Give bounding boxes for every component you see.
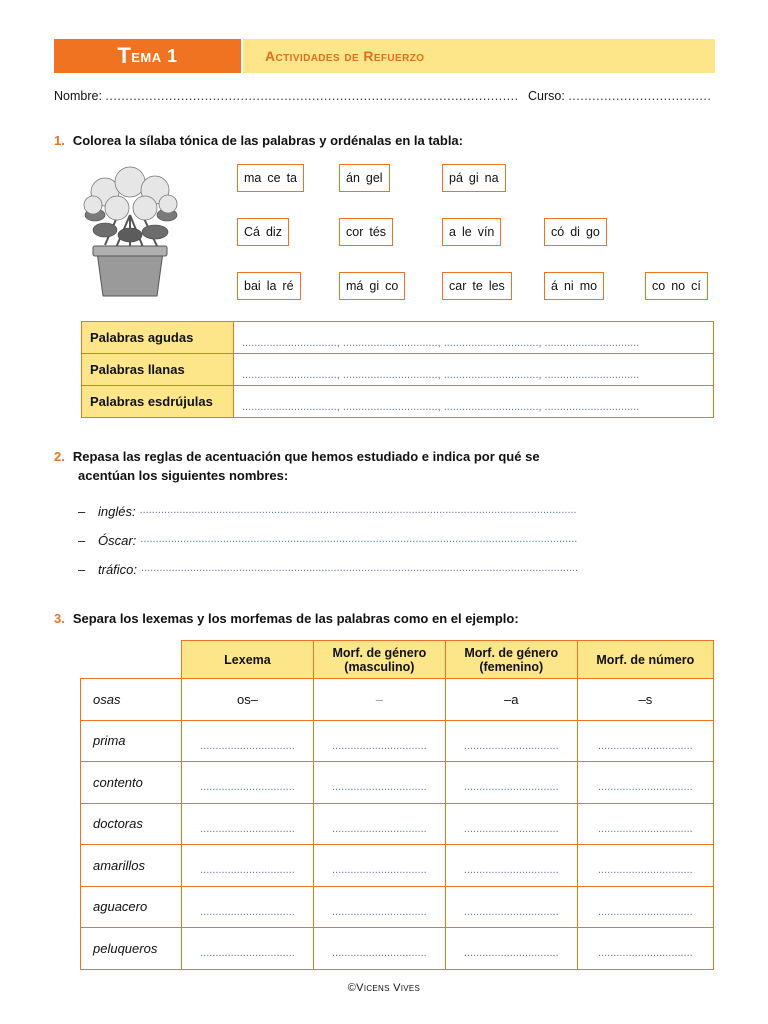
answer-blank[interactable]: ............................... <box>577 886 713 928</box>
header-corner <box>81 641 182 679</box>
syllable-word[interactable] <box>442 272 512 300</box>
header-numero: Morf. de número <box>577 641 713 679</box>
syllable-word[interactable] <box>237 272 301 300</box>
answer-blank[interactable]: ............................................................................................................................................... <box>139 504 577 516</box>
answer-blank[interactable]: ............................... <box>577 845 713 887</box>
syllable-word[interactable] <box>237 218 289 246</box>
syllable[interactable]: car <box>449 279 467 293</box>
header-line: Morf. de género <box>332 645 427 660</box>
answer-line[interactable] <box>78 533 712 548</box>
answer-blank[interactable]: ............................... <box>445 803 577 845</box>
syllable[interactable]: ta <box>286 171 298 185</box>
syllable[interactable]: di <box>570 225 580 239</box>
row-label: Palabras llanas <box>82 354 234 386</box>
header-line: (masculino) <box>344 659 415 674</box>
syllable[interactable]: te <box>472 279 483 293</box>
num-cell: –s <box>577 679 713 721</box>
answer-blank[interactable]: ............................... <box>577 803 713 845</box>
answer-blank[interactable]: ............................... <box>313 928 445 970</box>
answer-blank[interactable]: ............................... <box>182 886 314 928</box>
answer-word: Óscar: <box>98 533 137 548</box>
header-lexema: Lexema <box>182 641 314 679</box>
answer-blank[interactable]: ............................... <box>577 762 713 804</box>
answer-word: inglés: <box>98 504 136 519</box>
question-number: 1. <box>54 133 65 148</box>
syllable[interactable]: án <box>346 171 360 185</box>
word-cell: contento <box>81 762 182 804</box>
syllable[interactable]: bai <box>244 279 261 293</box>
word-cell: doctoras <box>81 803 182 845</box>
syllable-word[interactable] <box>645 272 708 300</box>
question-number: 3. <box>54 611 65 626</box>
morpheme-table <box>80 640 714 970</box>
table-row <box>81 803 714 845</box>
row-label: Palabras esdrújulas <box>82 386 234 418</box>
word-cell: aguacero <box>81 886 182 928</box>
answer-blank[interactable]: ............................... <box>313 886 445 928</box>
answer-blank[interactable]: ............................... <box>182 720 314 762</box>
question-number: 2. <box>54 449 65 464</box>
syllable-word[interactable] <box>544 272 604 300</box>
syllable[interactable]: cor <box>346 225 364 239</box>
question-text: Separa los lexemas y los morfemas de las palabras como en el ejemplo: <box>72 611 519 626</box>
table-row <box>81 720 714 762</box>
header-masculino <box>313 641 445 679</box>
name-dots: ........................................................................................................ <box>105 89 519 103</box>
syllable[interactable]: ni <box>563 279 574 293</box>
accent-classification-table <box>81 321 714 418</box>
answer-blank[interactable]: ............................... <box>182 845 314 887</box>
worksheet-header <box>54 39 715 73</box>
flower-pot-image <box>75 160 185 300</box>
word-cell: osas <box>81 679 182 721</box>
syllable[interactable]: le <box>461 225 472 239</box>
answer-blank[interactable]: ............................... <box>313 720 445 762</box>
header-line: (femenino) <box>479 659 544 674</box>
answer-blank[interactable]: ............................... <box>182 762 314 804</box>
syllable-word[interactable] <box>339 164 390 192</box>
dash: – <box>78 533 86 548</box>
syllable[interactable]: vín <box>477 225 495 239</box>
answer-blank[interactable]: ............................... <box>313 762 445 804</box>
dash: – <box>78 562 86 577</box>
syllable[interactable]: Cá <box>244 225 260 239</box>
answer-blank[interactable]: ............................... <box>577 720 713 762</box>
header-row <box>81 641 714 679</box>
table-row <box>81 762 714 804</box>
tema-rest: ema 1 <box>131 45 178 66</box>
tema-prefix: T <box>117 43 132 68</box>
answer-blank[interactable]: ..............................., ..............................., ..............................., ............................... <box>234 354 714 386</box>
answer-blank[interactable]: ............................... <box>445 886 577 928</box>
answer-word: tráfico: <box>98 562 138 577</box>
syllable[interactable]: a <box>449 225 456 239</box>
syllable[interactable]: gel <box>365 171 383 185</box>
question-2 <box>54 447 614 485</box>
syllable[interactable]: á <box>551 279 558 293</box>
answer-blank[interactable]: ............................... <box>313 845 445 887</box>
syllable[interactable]: go <box>585 225 600 239</box>
syllable-word[interactable] <box>339 218 393 246</box>
table-row <box>82 354 714 386</box>
syllable[interactable]: ma <box>244 171 262 185</box>
example-row <box>81 679 714 721</box>
answer-blank[interactable]: ............................... <box>445 928 577 970</box>
syllable[interactable]: ce <box>267 171 281 185</box>
syllable[interactable]: co <box>652 279 666 293</box>
answer-blank[interactable]: ............................... <box>445 762 577 804</box>
course-label: Curso: <box>528 89 565 103</box>
syllable[interactable]: má <box>346 279 364 293</box>
lexema-cell: os– <box>182 679 314 721</box>
table-row <box>81 886 714 928</box>
fem-cell: –a <box>445 679 577 721</box>
table-row <box>82 386 714 418</box>
word-cell: prima <box>81 720 182 762</box>
syllable[interactable]: na <box>484 171 499 185</box>
masc-cell: – <box>313 679 445 721</box>
word-cell: amarillos <box>81 845 182 887</box>
syllable[interactable]: gi <box>369 279 380 293</box>
answer-blank[interactable]: ............................... <box>445 845 577 887</box>
table-row <box>82 322 714 354</box>
syllable-word[interactable] <box>442 218 501 246</box>
syllable[interactable]: les <box>488 279 505 293</box>
syllable[interactable]: no <box>671 279 686 293</box>
name-field[interactable] <box>54 89 528 103</box>
name-label: Nombre: <box>54 89 102 103</box>
syllable-word[interactable] <box>544 218 607 246</box>
question-text-line1: Repasa las reglas de acentuación que hemos estudiado e indica por qué se <box>72 449 540 464</box>
answer-blank[interactable]: ............................... <box>313 803 445 845</box>
answer-blank[interactable]: ............................... <box>445 720 577 762</box>
course-field[interactable] <box>528 89 711 103</box>
syllable[interactable]: diz <box>265 225 282 239</box>
syllable[interactable]: ré <box>282 279 294 293</box>
syllable[interactable]: pá <box>449 171 463 185</box>
answer-blank[interactable]: ............................... <box>182 928 314 970</box>
answer-blank[interactable]: ............................... <box>182 803 314 845</box>
course-dots: .................................... <box>568 89 712 103</box>
answer-blank[interactable]: ............................... <box>577 928 713 970</box>
row-label: Palabras agudas <box>82 322 234 354</box>
syllable-word[interactable] <box>237 164 304 192</box>
student-info-line <box>54 89 715 103</box>
answer-blank[interactable]: ..............................., ..............................., ..............................., ............................... <box>234 322 714 354</box>
syllable[interactable]: có <box>551 225 565 239</box>
syllable[interactable]: la <box>266 279 277 293</box>
table-row <box>81 928 714 970</box>
syllable[interactable]: cí <box>691 279 701 293</box>
question-1 <box>54 131 463 150</box>
syllable[interactable]: co <box>385 279 399 293</box>
answer-line[interactable] <box>78 504 712 519</box>
answer-line[interactable] <box>78 562 712 577</box>
dash: – <box>78 504 86 519</box>
header-femenino <box>445 641 577 679</box>
question-text: Colorea la sílaba tónica de las palabras y ordénalas en la tabla: <box>72 133 463 148</box>
syllable[interactable]: tés <box>369 225 387 239</box>
tema-badge <box>54 39 241 73</box>
syllable-word[interactable] <box>442 164 506 192</box>
question-3 <box>54 609 519 628</box>
syllable[interactable]: gi <box>468 171 479 185</box>
header-line: Morf. de género <box>464 645 559 660</box>
answer-blank[interactable]: ............................................................................................................................................... <box>141 562 579 574</box>
question-text-line2: acentúan los siguientes nombres: <box>78 468 289 483</box>
syllable-word[interactable] <box>339 272 405 300</box>
table-row <box>81 845 714 887</box>
copyright-footer: ©Vicens Vives <box>347 982 421 994</box>
word-cell: peluqueros <box>81 928 182 970</box>
section-title: Actividades de Refuerzo <box>243 39 715 73</box>
answer-blank[interactable]: ..............................., ..............................., ..............................., ............................... <box>234 386 714 418</box>
syllable[interactable]: mo <box>579 279 598 293</box>
answer-blank[interactable]: ............................................................................................................................................... <box>140 533 578 545</box>
